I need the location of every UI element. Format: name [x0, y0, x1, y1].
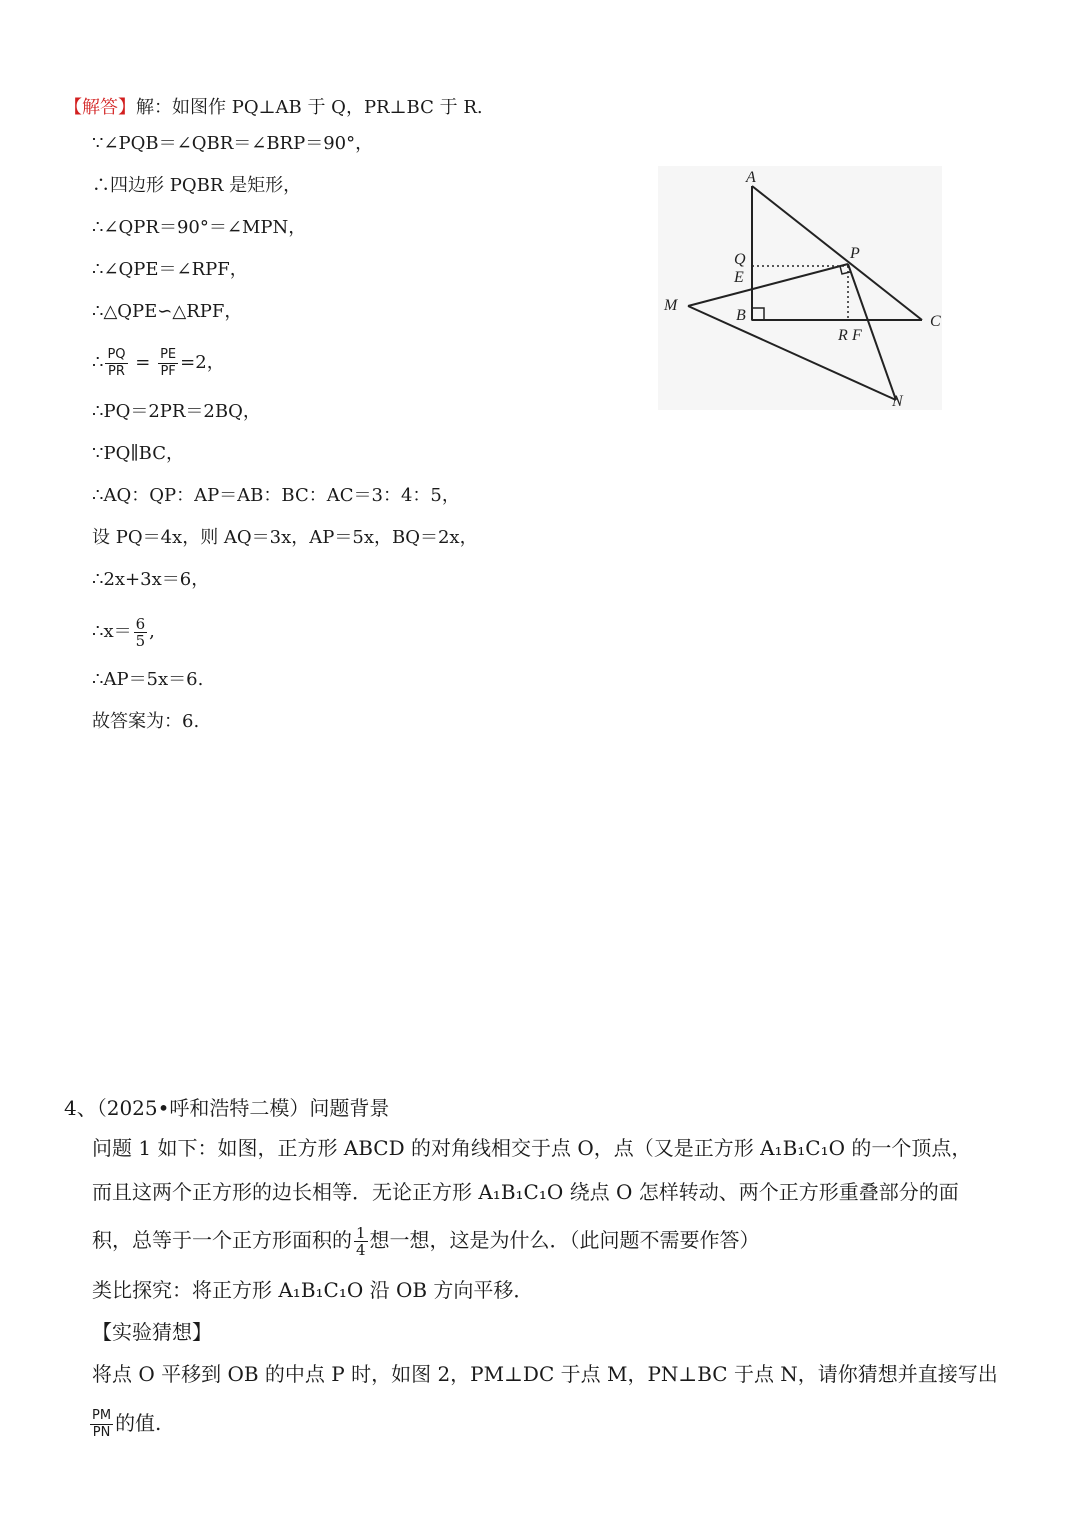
solution-line-6: ∴△QPE∽△RPF，	[92, 301, 243, 322]
solution-line-9: ∵PQ∥BC，	[92, 443, 184, 464]
problem-paragraph-5: $\frac{PM}{PN}$ 的值.	[92, 1408, 162, 1440]
problem-paragraph-1b: 而且这两个正方形的边长相等．无论正方形 A₁B₁C₁O 绕点 O 怎样转动、两个正方形重叠部分的面	[92, 1180, 959, 1204]
right-angle-b	[752, 308, 764, 320]
problem-paragraph-1c: 积，总等于一个正方形面积的 $\frac{1}{4}$ 想一想，这是为什么．（此问题不需要作答）	[92, 1224, 760, 1259]
solution-line-x: ∴x＝ $\frac{6}{5}$ ,	[92, 614, 155, 650]
fraction-6-5: $\frac{6}{5}$	[135, 614, 146, 650]
solution-line-5: ∴∠QPE＝∠RPF，	[92, 259, 248, 280]
problem-paragraph-2: 类比探究：将正方形 A₁B₁C₁O 沿 OB 方向平移．	[92, 1278, 534, 1302]
problem-paragraph-1a: 问题 1 如下：如图，正方形 ABCD 的对角线相交于点 O，点（又是正方形 A₁B₁C₁O 的一个顶点，	[92, 1136, 972, 1160]
fraction-1-4: $\frac{1}{4}$	[356, 1224, 366, 1259]
label-q: Q	[734, 251, 746, 268]
label-r: R	[838, 327, 848, 344]
solution-line-8: ∴PQ＝2PR＝2BQ，	[92, 401, 261, 422]
problem-section-heading: 【实验猜想】	[92, 1320, 212, 1344]
problem-paragraph-4: 将点 O 平移到 OB 的中点 P 时，如图 2，PM⊥DC 于点 M，PN⊥BC 于点 N，请你猜想并直接写出	[92, 1362, 998, 1386]
answer-tag: 【解答】	[64, 97, 136, 118]
segment-mp	[688, 264, 848, 306]
segment-ac	[752, 186, 922, 320]
solution-line-14: ∴AP＝5x＝6.	[92, 669, 204, 690]
fraction-pq-pr: $\frac{PQ}{PR}$	[107, 346, 126, 379]
solution-line-1: 【解答】解：如图作 PQ⊥AB 于 Q，PR⊥BC 于 R.	[64, 97, 483, 118]
solution-line-4: ∴∠QPR＝90°＝∠MPN，	[92, 217, 307, 238]
label-e: E	[734, 269, 744, 286]
solution-line-11: 设 PQ＝4x，则 AQ＝3x，AP＝5x，BQ＝2x，	[92, 527, 478, 548]
label-a: A	[746, 169, 756, 186]
solution-line-ratio: ∴ $\frac{PQ}{PR}$ = $\frac{PE}{PF}$ =2，	[92, 346, 225, 379]
label-p: P	[850, 245, 860, 262]
solution-line-12: ∴2x+3x＝6，	[92, 569, 210, 590]
label-n: N	[892, 393, 903, 410]
label-b: B	[736, 307, 746, 324]
label-f: F	[852, 327, 862, 344]
solution-line-3: ∴四边形 PQBR 是矩形，	[92, 175, 302, 196]
problem-heading: 4、（2025•呼和浩特二模）问题背景	[64, 1096, 390, 1120]
label-m: M	[664, 297, 678, 314]
label-c: C	[930, 313, 941, 330]
geometry-figure	[658, 166, 942, 410]
fraction-pe-pf: $\frac{PE}{PF}$	[160, 346, 177, 379]
solution-line-10: ∴AQ：QP：AP＝AB：BC：AC＝3：4：5，	[92, 485, 460, 506]
fraction-pm-pn: $\frac{PM}{PN}$	[92, 1408, 112, 1440]
solution-line-15: 故答案为：6.	[92, 711, 200, 732]
solution-line-2: ∵∠PQB＝∠QBR＝∠BRP＝90°，	[92, 133, 374, 154]
